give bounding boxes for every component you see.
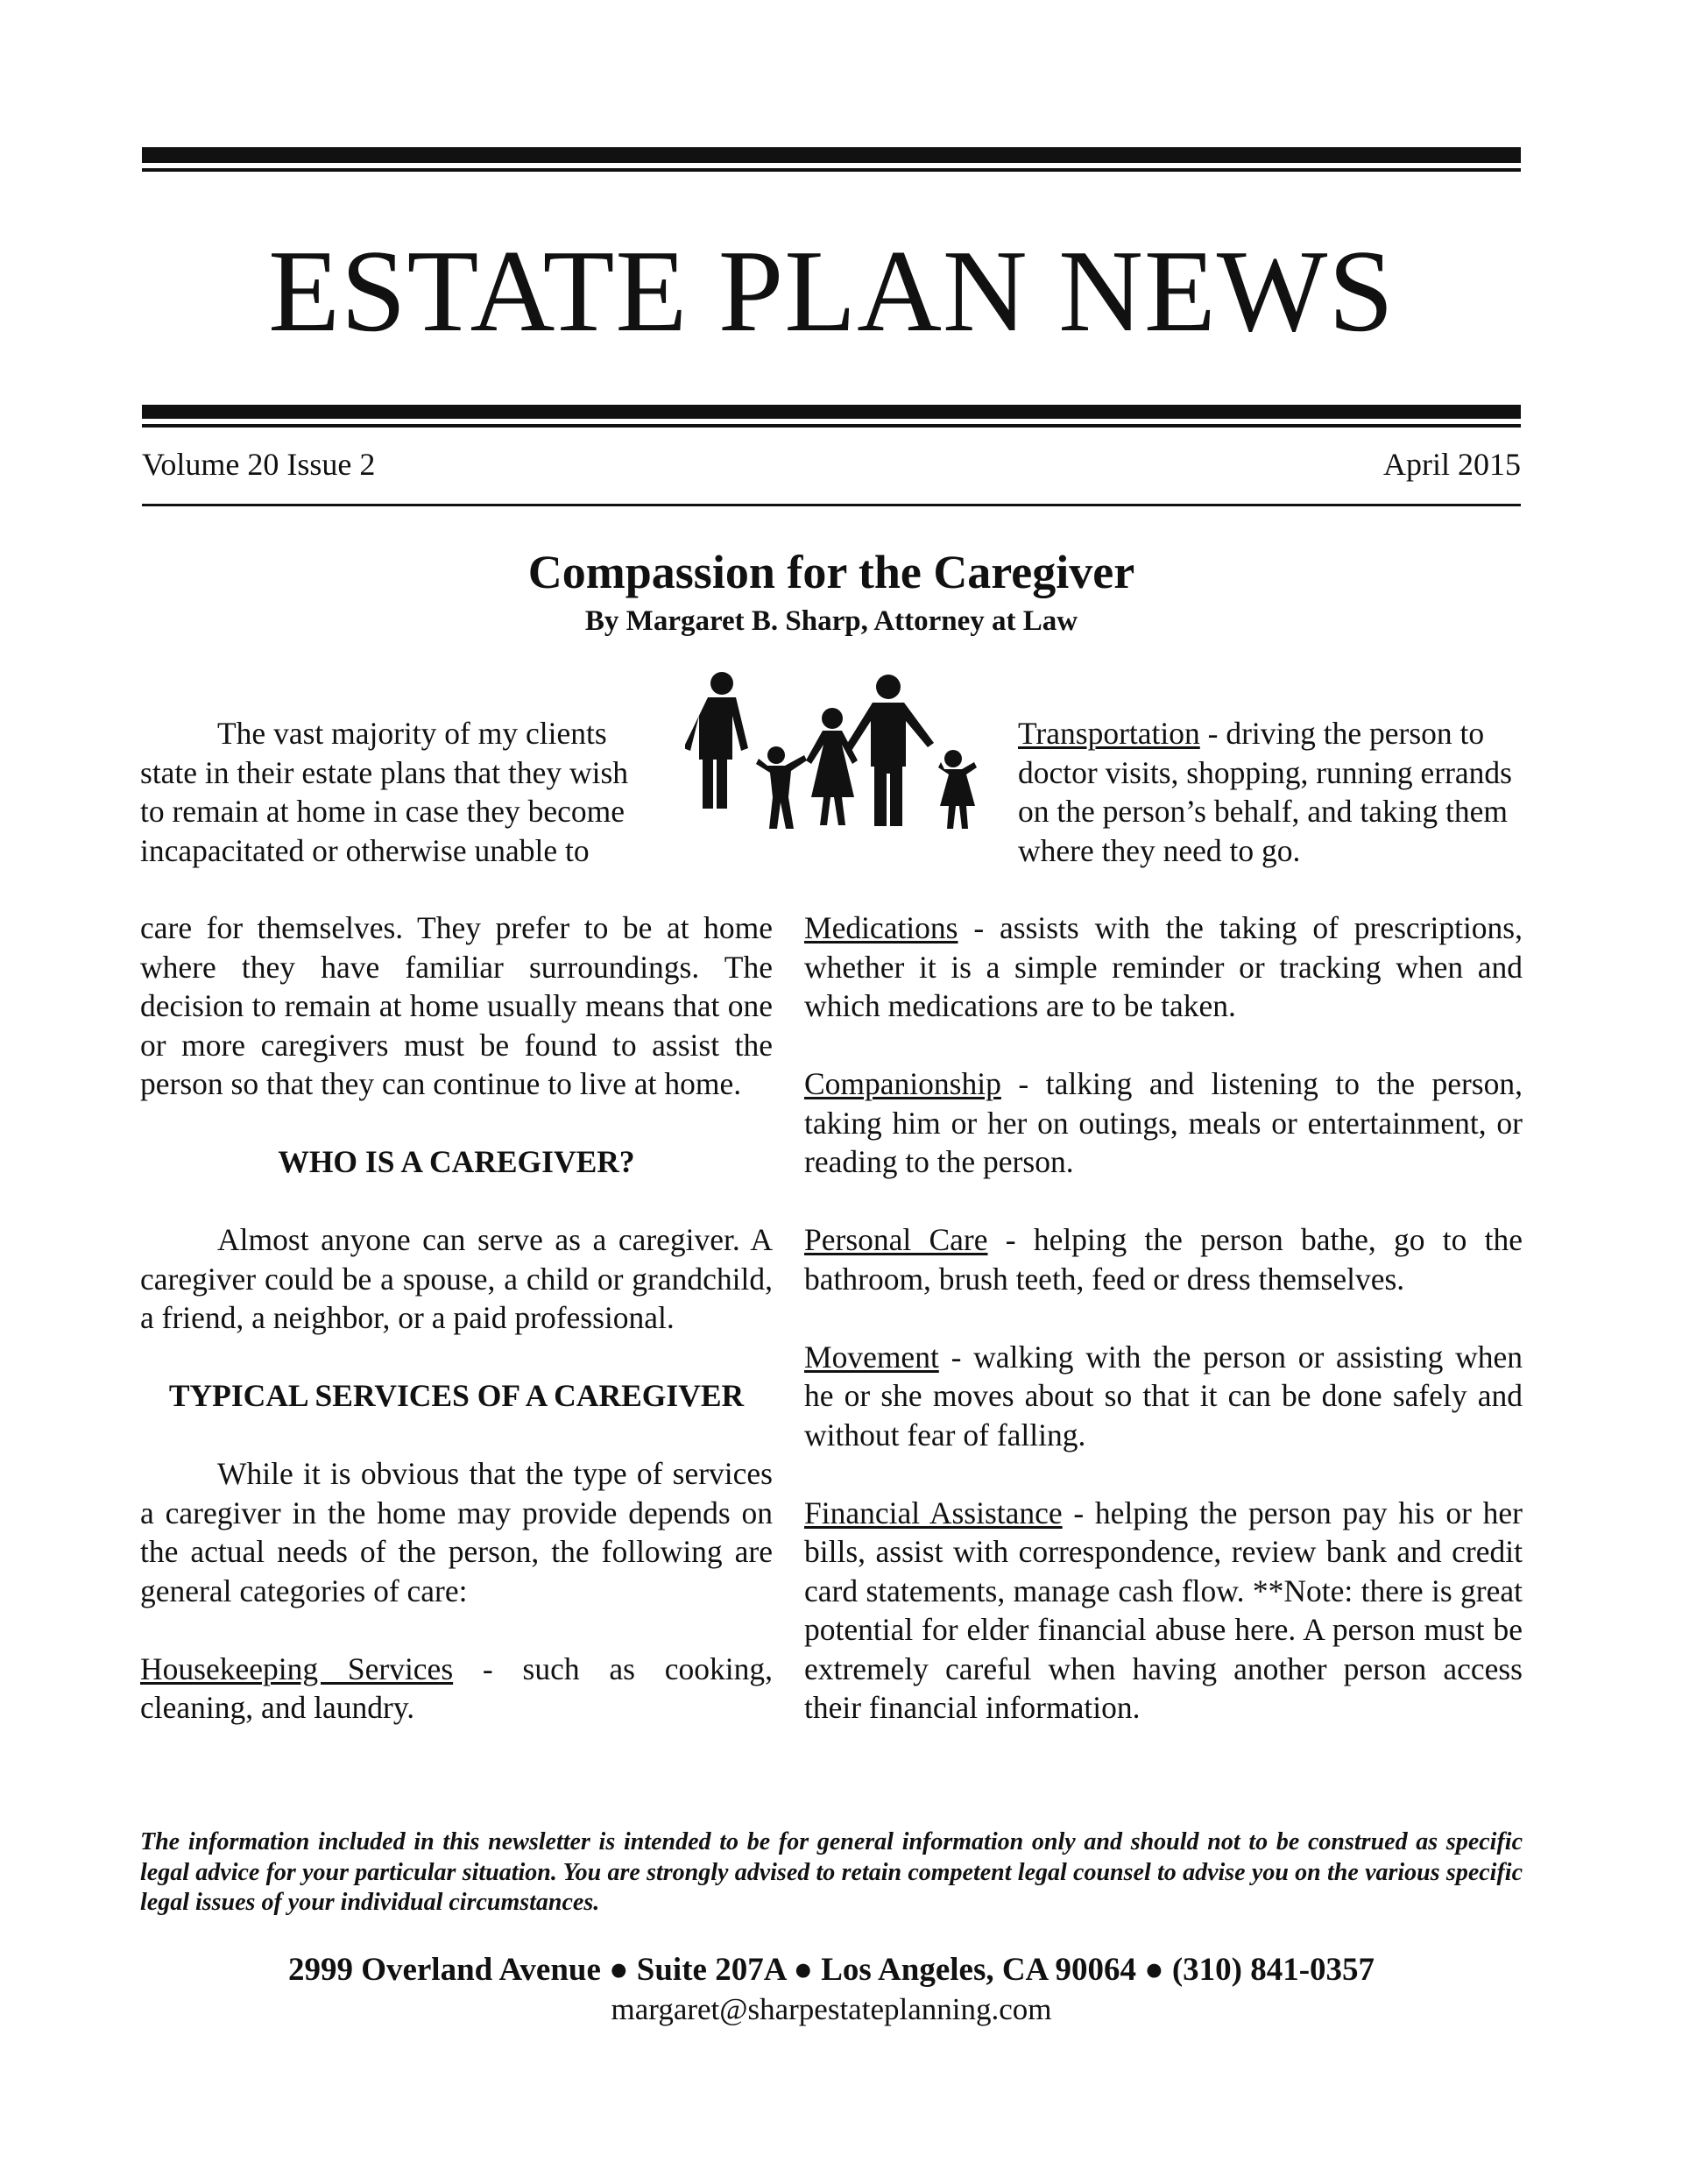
service-desc: - such as cooking, cleaning, and laundry. xyxy=(140,1650,773,1725)
spacer xyxy=(140,1182,773,1221)
spacer xyxy=(140,1338,773,1377)
intro-first-lines xyxy=(140,714,666,870)
service-name: Movement xyxy=(804,1339,939,1375)
spacer xyxy=(804,1026,1523,1065)
service-desc: - assists with the taking of prescriptions, whether it is a simple reminder or tracking when and which medications are to be taken. xyxy=(804,910,1523,1023)
service-item xyxy=(804,1064,1523,1182)
section-heading: WHO IS A CAREGIVER? xyxy=(278,1144,635,1179)
masthead-rule xyxy=(142,405,1521,419)
intro-line: incapacitated or otherwise unable to xyxy=(140,832,590,868)
section-body: While it is obvious that the type of services a caregiver in the home may provide depends on the actual needs of the person, the following are general categories of care: xyxy=(140,1456,773,1608)
service-name: Transportation xyxy=(1018,716,1200,751)
right-column xyxy=(804,908,1523,1728)
footer-address: 2999 Overland Avenue ● Suite 207A ● Los Angeles, CA 90064 ● (310) 841-0357 xyxy=(287,1952,1375,1988)
service-item xyxy=(804,908,1523,1026)
service-desc: - talking and listening to the person, taking him or her on outings, meals or entertainment, or reading to the person. xyxy=(804,1066,1523,1179)
spacer xyxy=(140,1416,773,1455)
spacer xyxy=(804,1454,1523,1494)
service-name: Financial Assistance xyxy=(804,1495,1063,1530)
masthead-title: ESTATE PLAN NEWS xyxy=(268,226,1395,356)
service-item xyxy=(804,1494,1523,1728)
issue-rule xyxy=(142,504,1521,506)
service-item xyxy=(140,1650,773,1728)
transportation-block xyxy=(1018,714,1523,870)
service-item xyxy=(1018,714,1523,870)
legal-disclaimer: The information included in this newsletter is intended to be for general information only and should not to be construed as specific legal advice for your particular situation. You are strongly advised to retain competent legal counsel to advise you on the various specific legal issues of your individual circumstances. xyxy=(140,1828,1523,1916)
service-desc: - helping the person bathe, go to the bathroom, brush teeth, feed or dress themselves. xyxy=(804,1222,1523,1297)
left-column xyxy=(140,908,773,1728)
intro-continued: care for themselves. They prefer to be at home where they have familiar surroundings. The decision to remain at home usually means that one or more caregivers must be found to assist the person so that they can continue to live at home. xyxy=(140,910,773,1101)
service-desc: - helping the person pay his or her bills, assist with correspondence, review bank and credit card statements, manage cash flow. **Note: there is great potential for elder financial abuse here. A person must be extremely careful when having another person access their financial information. xyxy=(804,1495,1523,1725)
spacer xyxy=(140,1610,773,1650)
service-desc: - driving the person to doctor visits, shopping, running errands on the person’s behalf, and taking them where they need to go. xyxy=(1018,716,1512,868)
top-rule xyxy=(142,147,1521,163)
service-desc: - walking with the person or assisting when he or she moves about so that it can be done safely and without fear of falling. xyxy=(804,1339,1523,1452)
intro-line: to remain at home in case they become xyxy=(140,794,625,829)
footer-email: margaret@sharpestateplanning.com xyxy=(611,1992,1052,2026)
spacer xyxy=(804,1182,1523,1221)
article-byline: By Margaret B. Sharp, Attorney at Law xyxy=(584,605,1078,637)
spacer xyxy=(804,1298,1523,1338)
service-name: Housekeeping Services xyxy=(140,1650,454,1686)
service-item xyxy=(804,1220,1523,1298)
issue-info xyxy=(142,442,1521,486)
service-name: Medications xyxy=(804,910,958,945)
intro-line: The vast majority of my clients xyxy=(217,716,607,751)
article-title: Compassion for the Caregiver xyxy=(527,546,1135,598)
issue-volume: Volume 20 Issue 2 xyxy=(142,447,376,482)
service-name: Personal Care xyxy=(804,1222,988,1257)
issue-date: April 2015 xyxy=(1383,447,1521,482)
section-heading: TYPICAL SERVICES OF A CAREGIVER xyxy=(168,1378,745,1413)
top-rule-thin xyxy=(142,168,1521,172)
service-name: Companionship xyxy=(804,1066,1001,1101)
section-body: Almost anyone can serve as a caregiver. A caregiver could be a spouse, a child or grandchild, a friend, a neighbor, or a paid professional. xyxy=(140,1222,773,1335)
family-silhouette-icon xyxy=(685,668,983,834)
intro-line: state in their estate plans that they wish xyxy=(140,754,629,790)
spacer xyxy=(140,1104,773,1143)
service-item xyxy=(804,1338,1523,1455)
masthead-rule-thin xyxy=(142,424,1521,428)
